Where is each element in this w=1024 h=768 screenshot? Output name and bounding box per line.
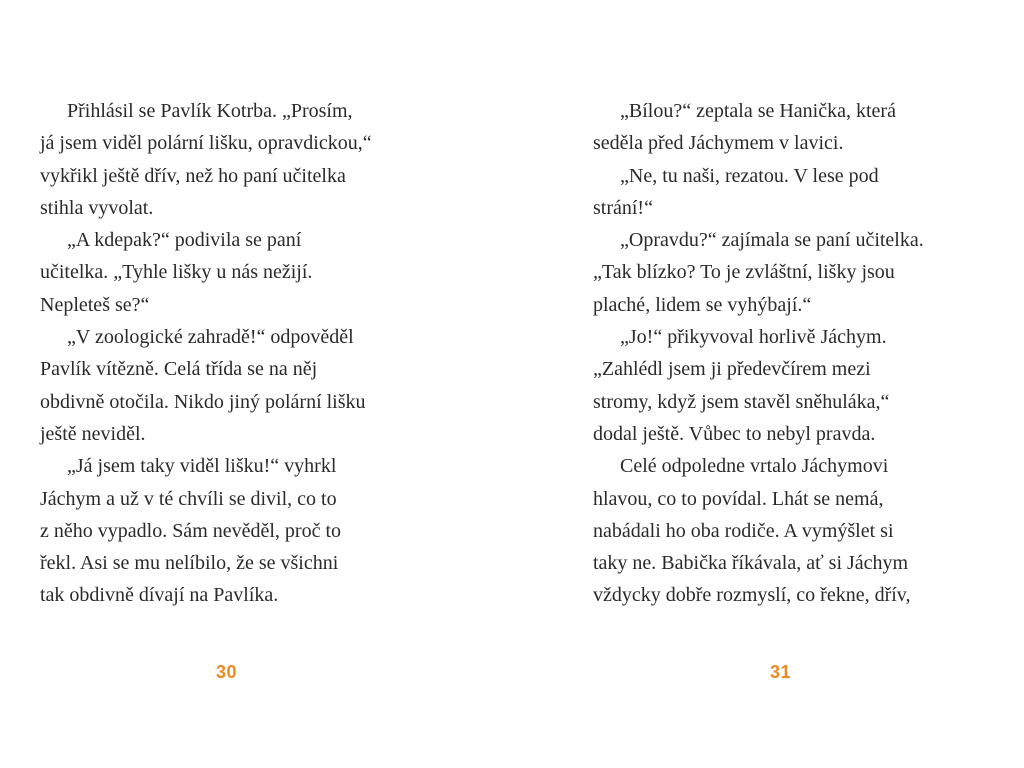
text-line: Celé odpoledne vrtalo Jáchymovi: [620, 455, 889, 478]
text-line: z něho vypadlo. Sám nevěděl, proč to: [40, 519, 342, 542]
text-line: hlavou, co to povídal. Lhát se nemá,: [593, 487, 884, 510]
text-line: stromy, když jsem stavěl sněhuláka,“: [593, 390, 890, 413]
page-number-left: 30: [216, 662, 238, 682]
text-line: dodal ještě. Vůbec to nebyl pravda.: [593, 422, 876, 445]
right-page: [593, 95, 973, 612]
page-number-right: 31: [770, 662, 792, 682]
text-line: stihla vyvolat.: [40, 196, 154, 219]
text-line: „Opravdu?“ zajímala se paní učitelka.: [620, 229, 924, 252]
text-line: taky ne. Babička říkávala, ať si Jáchym: [593, 552, 909, 575]
text-line: Jáchym a už v té chvíli se divil, co to: [40, 487, 337, 510]
left-page: [40, 95, 420, 612]
text-line: Pavlík vítězně. Celá třída se na něj: [40, 358, 318, 381]
text-line: „Jo!“ přikyvoval horlivě Jáchym.: [620, 326, 887, 349]
text-line: Přihlásil se Pavlík Kotrba. „Prosím,: [67, 100, 353, 122]
text-line: „Já jsem taky viděl lišku!“ vyhrkl: [67, 455, 337, 478]
text-line: řekl. Asi se mu nelíbilo, že se všichni: [40, 552, 339, 575]
text-line: obdivně otočila. Nikdo jiný polární lišku: [40, 390, 366, 413]
text-line: vykřikl ještě dřív, než ho paní učitelka: [40, 164, 346, 187]
text-line: Nepleteš se?“: [40, 293, 150, 316]
text-line: „Tak blízko? To je zvláštní, lišky jsou: [593, 261, 895, 284]
left-page-text: [40, 95, 420, 612]
text-line: vždycky dobře rozmyslí, co řekne, dřív,: [593, 584, 911, 607]
text-line: učitelka. „Tyhle lišky u nás nežijí.: [40, 261, 313, 284]
text-line: „Bílou?“ zeptala se Hanička, která: [620, 100, 896, 122]
text-line: „A kdepak?“ podivila se paní: [67, 229, 302, 252]
right-page-text: [593, 95, 973, 612]
text-line: strání!“: [593, 196, 653, 219]
text-line: tak obdivně dívají na Pavlíka.: [40, 584, 279, 607]
text-line: já jsem viděl polární lišku, opravdickou,“: [40, 132, 372, 155]
text-line: nabádali ho oba rodiče. A vymýšlet si: [593, 519, 894, 542]
text-line: „Zahlédl jsem ji předevčírem mezi: [593, 358, 871, 381]
text-line: „V zoologické zahradě!“ odpověděl: [67, 326, 354, 349]
text-line: plaché, lidem se vyhýbají.“: [593, 293, 812, 316]
text-line: seděla před Jáchymem v lavici.: [593, 132, 844, 155]
text-line: „Ne, tu naši, rezatou. V lese pod: [620, 164, 879, 187]
text-line: ještě neviděl.: [40, 422, 146, 445]
